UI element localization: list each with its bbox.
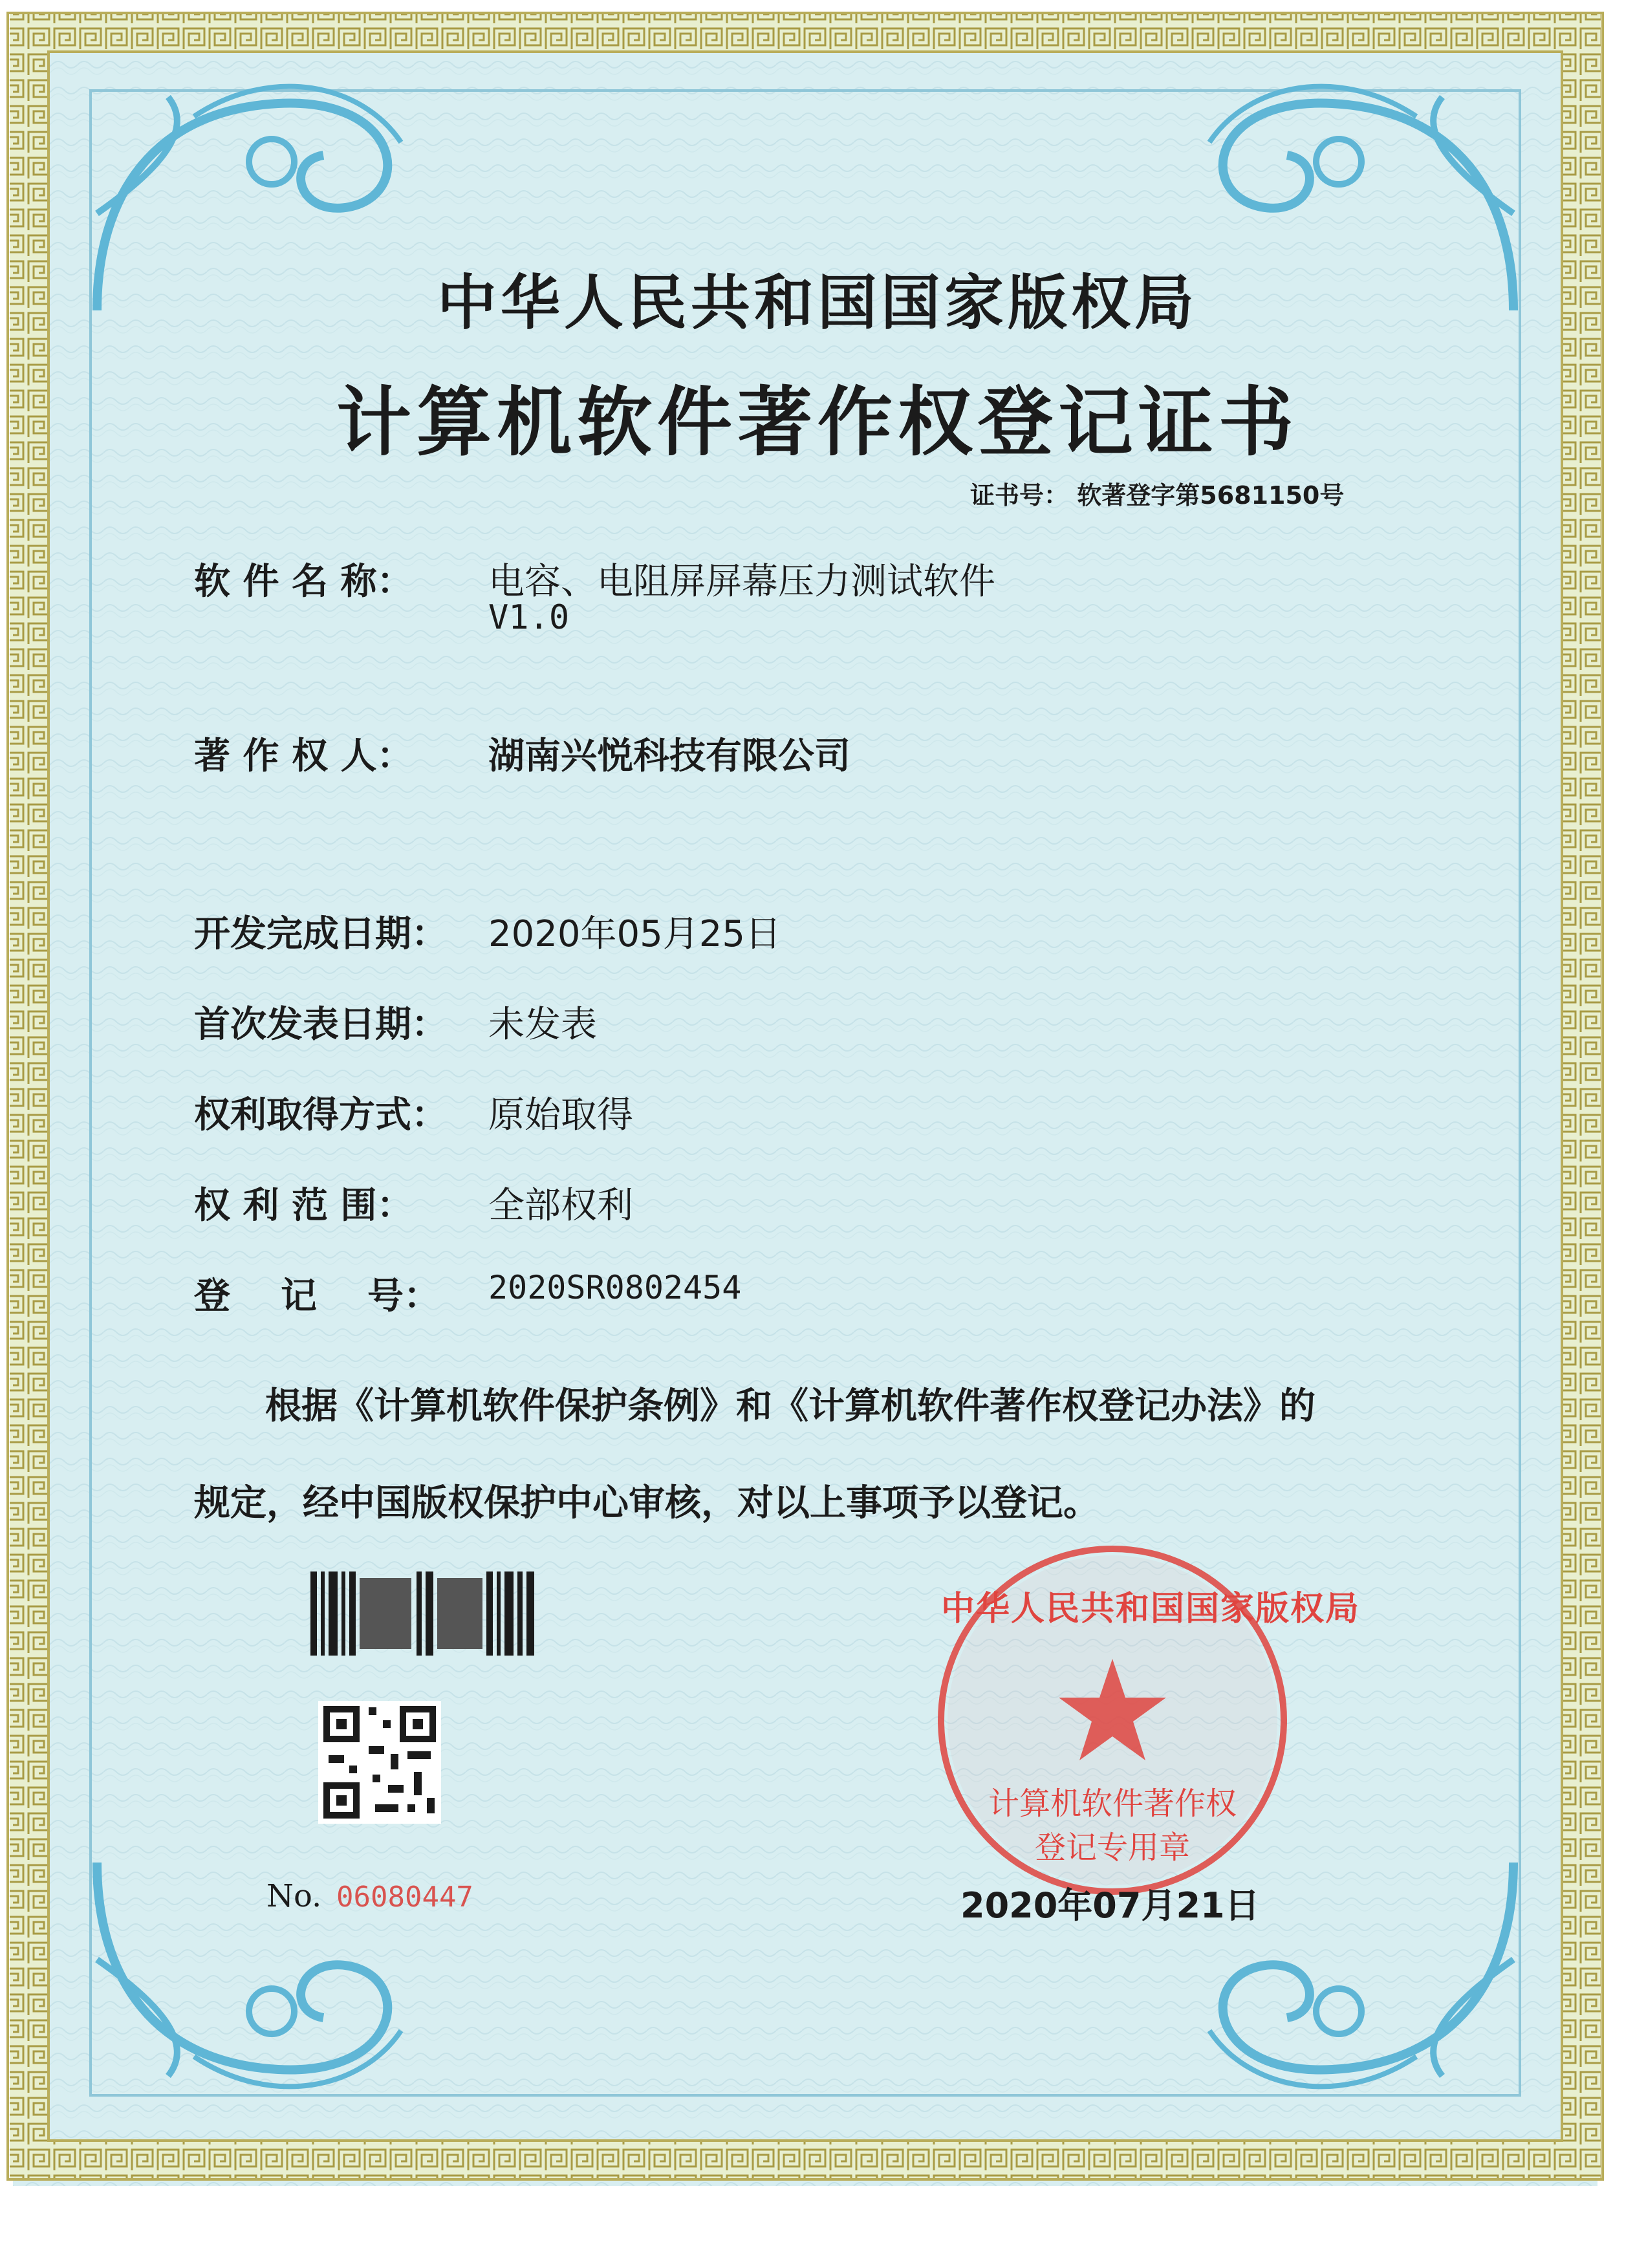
scope-label: 权 利 范 围： [194,1185,413,1227]
issue-date: 2020年07月21日 [960,1885,1260,1926]
serial-prefix: No. [266,1878,322,1914]
statement-line-1: 根据《计算机软件保护条例》和《计算机软件著作权登记办法》的 [265,1385,1316,1427]
acquire-label: 权利取得方式： [194,1094,448,1136]
serial-number: 06080447 [336,1881,473,1914]
dev-date-value: 2020年05月25日 [488,913,782,955]
scope-value: 全部权利 [488,1185,633,1227]
statement-line-2: 规定，经中国版权保护中心审核，对以上事项予以登记。 [194,1482,1099,1524]
certificate-number-label: 证书号： [970,481,1069,510]
certificate-number [970,475,1344,511]
reg-no-label: 登 记 号： [194,1275,440,1317]
seal-line-1: 计算机软件著作权 [988,1786,1237,1822]
acquire-value: 原始取得 [488,1094,633,1136]
software-name-value: 电容、电阻屏屏幕压力测试软件 [488,561,995,603]
pub-date-value: 未发表 [488,1004,597,1046]
software-name-label: 软 件 名 称： [194,561,413,603]
certificate-number-value: 软著登字第5681150号 [1077,481,1345,510]
dev-date-label: 开发完成日期： [194,913,448,955]
seal-arc-text: 中华人民共和国国家版权局 [941,1590,1361,1628]
seal-line-2: 登记专用章 [1034,1830,1190,1866]
certificate-title: 计算机软件著作权登记证书 [336,379,1299,466]
qr-code [318,1701,441,1824]
issuing-authority: 中华人民共和国国家版权局 [437,268,1198,338]
pub-date-label: 首次发表日期： [194,1004,448,1046]
owner-label: 著 作 权 人： [194,735,413,777]
owner-value: 湖南兴悦科技有限公司 [488,735,850,777]
software-version: V1.0 [488,598,570,637]
reg-no-value: 2020SR0802454 [488,1269,742,1306]
